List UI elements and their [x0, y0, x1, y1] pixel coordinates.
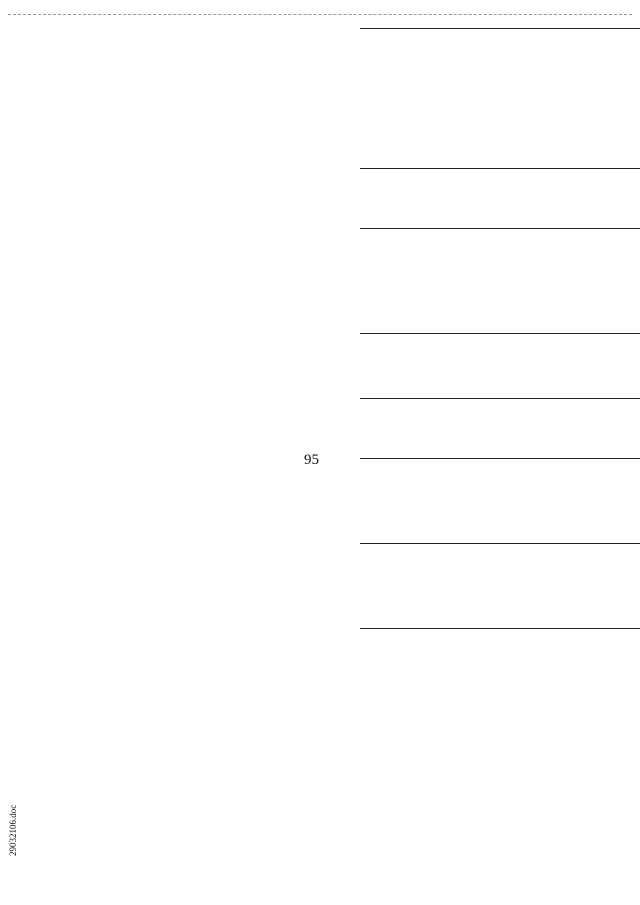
column-line	[360, 168, 640, 169]
column-line	[360, 628, 640, 629]
column-line	[360, 228, 640, 229]
page-number: 95	[304, 452, 319, 468]
footer-filename: 29032106.doc	[8, 804, 18, 856]
funding-table	[600, 28, 640, 868]
column-line	[360, 458, 640, 459]
scan-edge-line	[8, 14, 632, 15]
column-line	[360, 398, 640, 399]
column-line	[360, 333, 640, 334]
column-line	[360, 543, 640, 544]
rotated-table-sheet	[360, 28, 640, 628]
column-line	[360, 28, 640, 29]
